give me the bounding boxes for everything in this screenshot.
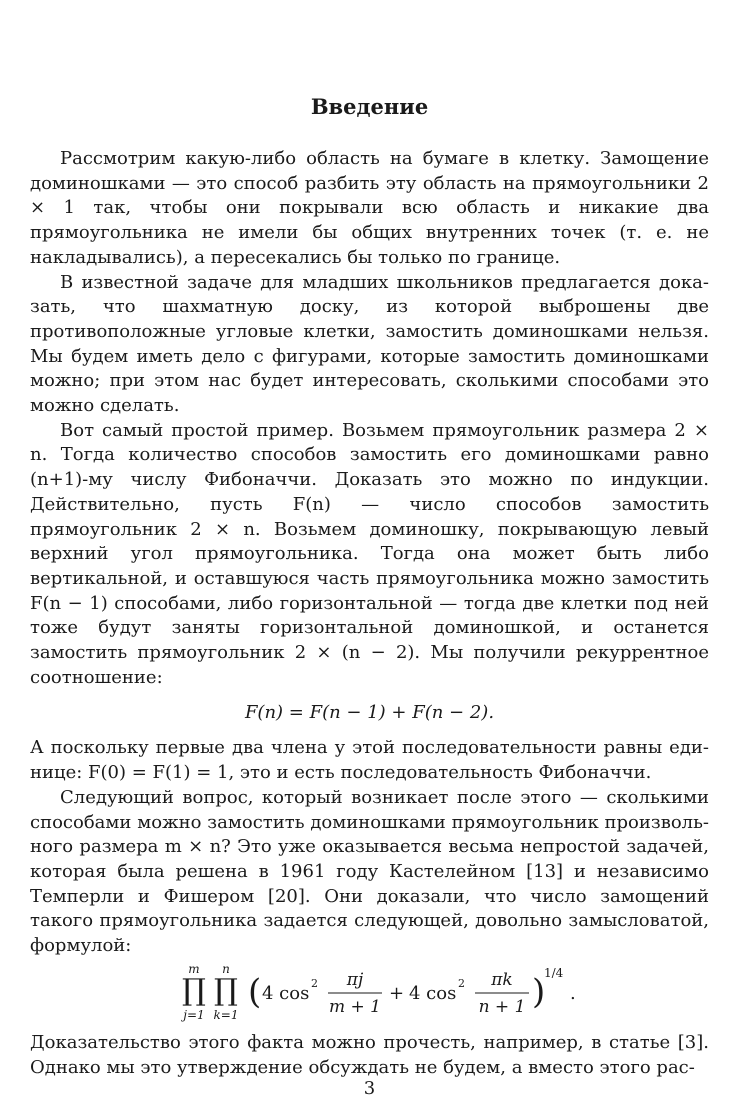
section-title: Введение — [310, 94, 429, 119]
body-text — [30, 147, 709, 1080]
fraction-2-numerator: πk — [491, 969, 513, 990]
page-number: 3 — [363, 1078, 376, 1099]
square-exponent-2: 2 — [458, 976, 465, 990]
coefficient-2: 4 cos — [409, 982, 457, 1004]
fraction-1-denominator: m + 1 — [329, 996, 381, 1017]
plus-sign: + — [389, 982, 405, 1004]
kasteleyn-formula-svg — [180, 963, 600, 1025]
equation-recurrence: F(n) = F(n − 1) + F(n − 2). — [244, 702, 495, 724]
product-1-symbol: ∏ — [182, 972, 206, 1008]
fraction-1-numerator: πj — [346, 969, 364, 990]
paragraph-tiling-definition: Рассмотрим какую-либо область на бумаге в клетку. Замощение доминошками — это способ разбить эту область на прямоугольники 2 × 1 так, чтобы они покрывали всю область и никакие два прямоугольника не имели бы общих внутренних точек (т. е. не накладывались), а пересекались бы только по границе. — [30, 148, 709, 268]
right-parenthesis: ) — [532, 971, 546, 1012]
square-exponent-1: 2 — [311, 976, 318, 990]
page — [30, 0, 709, 1111]
paragraph-general-question: Следующий вопрос, который возникает после этого — сколькими способами можно замостить доминошками прямоугольник произвольного размера m × n? Это уже оказывается весьма непростой задачей, которая была решена в 1961 году Кастелейном [13] и независимо Темперли и Фишером [20]. Они доказали, что число замощений такого прямоугольника задается следующей, довольно замысловатой, формулой: — [30, 786, 709, 957]
equation-kasteleyn-formula — [30, 963, 709, 1025]
paragraph-chessboard-problem: В известной задаче для младших школьников предлагается доказать, что шахматную доску, из которой выброшены две противоположные угловые клетки, замостить доминошками нельзя. Мы будем иметь дело с фигурами, которые замостить доминошками можно; при этом нас будет интересовать, сколькими способами это можно сделать. — [30, 271, 709, 417]
outer-exponent: 1/4 — [544, 965, 564, 980]
coefficient-1: 4 cos — [262, 982, 310, 1004]
product-1-upper-limit: m — [188, 962, 200, 976]
paragraph-fibonacci-conclusion: А поскольку первые два члена у этой последовательности равны единице: F(0) = F(1) = 1, это и есть последовательность Фибоначчи. — [30, 737, 709, 784]
product-2-upper-limit: n — [222, 962, 230, 976]
formula-end-punctuation: . — [570, 982, 576, 1004]
product-2-lower-limit: k=1 — [213, 1007, 239, 1022]
paragraph-fibonacci-example: Вот самый простой пример. Возьмем прямоугольник размера 2 × n. Тогда количество способов замостить его доминошками равно (n+1)-му числу Фибоначчи. Доказать это можно по индукции. Действительно, пусть F(n) — число способов замостить прямоугольник 2 × n. Возьмем доминошку, покрывающую левый верхний угол прямоугольника. Тогда она может быть либо вертикальной, и оставшуюся часть прямоугольника можно замостить F(n − 1) способами, либо горизонтальной — тогда две клетки под ней тоже будут заняты горизонтальной доминошкой, и останется замостить прямоугольник 2 × (n − 2). Мы получили рекуррентное соотношение: — [30, 419, 709, 688]
fraction-2-denominator: n + 1 — [478, 996, 526, 1017]
product-1-lower-limit: j=1 — [183, 1007, 205, 1022]
left-parenthesis: ( — [248, 971, 262, 1012]
paragraph-proof-reference: Доказательство этого факта можно прочесть, например, в статье [3]. Однако мы это утверждение обсуждать не будем, а вместо этого рас- — [30, 1031, 709, 1078]
product-2-symbol: ∏ — [214, 972, 238, 1008]
